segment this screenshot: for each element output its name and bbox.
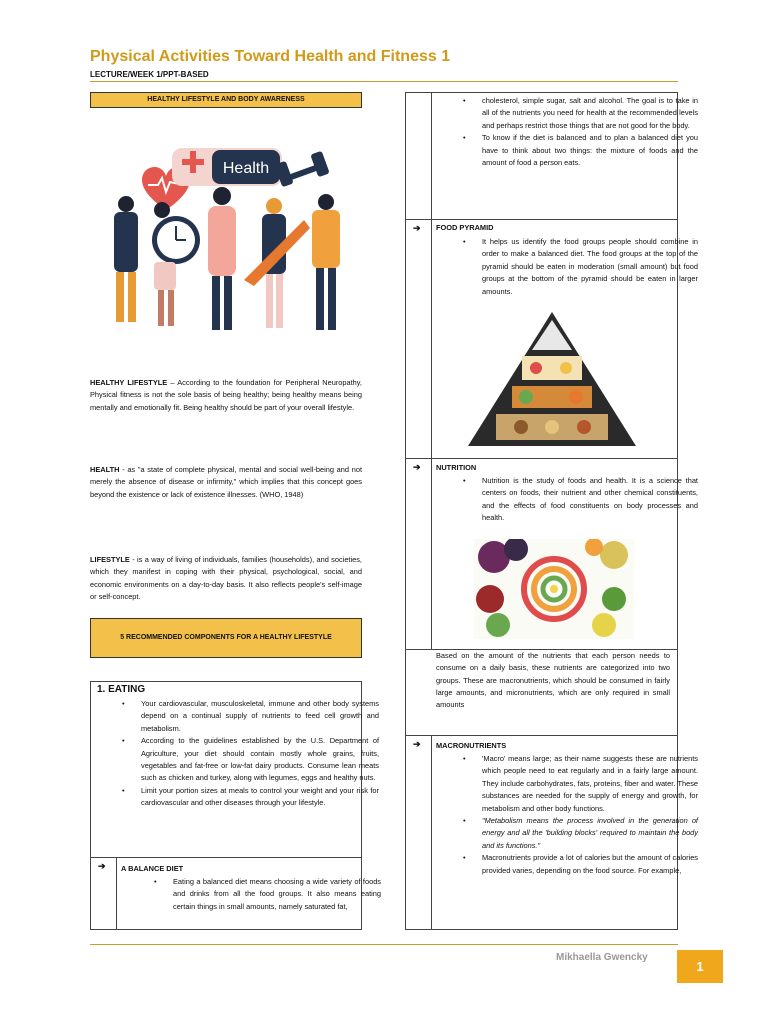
arrow-cell xyxy=(406,93,432,219)
list-item: • Nutrition is the study of foods and health. It is a science that centers on foods, their nutrient and other chemical constituents, and the effects of food constituents on body processes and health. xyxy=(482,475,698,525)
list-item: • According to the guidelines established by the U.S. Department of Agriculture, your diet should contain mostly whole grains, fruits, vegetables and fat-free or low-fat dairy products. Consume lean meats such as chicken and turkey, along with legumes, eggs and healthy nuts. xyxy=(141,735,379,785)
definition-lifestyle: - is a way of living of individuals, families (households), and societies, which they manifest in coping with their physical, psychological, social, and economic environments on a day-to-day basis. It also reflects people's self-image or self-concept. xyxy=(90,555,362,601)
macronutrients-label: MACRONUTRIENTS xyxy=(436,741,507,750)
macronutrients-bullets xyxy=(456,753,698,877)
right-arrow-icon: ➔ xyxy=(98,861,106,871)
arrow-cell xyxy=(406,736,432,929)
food-pyramid-box xyxy=(405,219,698,459)
nutrition-bullets xyxy=(456,475,698,525)
balance-diet-box xyxy=(90,857,381,930)
footer-divider xyxy=(90,944,678,945)
food-pyramid-image xyxy=(466,310,638,450)
health-paragraph xyxy=(90,464,362,501)
term-healthy-lifestyle: HEALTHY LIFESTYLE xyxy=(90,378,168,387)
arrow-cell xyxy=(406,220,432,458)
nutrition-label: NUTRITION xyxy=(436,463,477,472)
arrow-cell xyxy=(406,459,432,650)
right-arrow-icon: ➔ xyxy=(413,739,421,749)
nutrition-paragraph: Based on the amount of the nutrients that each person needs to consume on a daily basis, these nutrients are categorized into two groups. These are macronutrients, which should be consumed in fairly large amounts, and micronutrients, which are only required in small amounts xyxy=(406,649,677,711)
right-arrow-icon: ➔ xyxy=(413,223,421,233)
term-lifestyle: LIFESTYLE xyxy=(90,555,130,564)
list-item: • Your cardiovascular, musculoskeletal, immune and other body systems depend on a continual supply of nutrients to feed cell growth and metabolism. xyxy=(141,698,379,735)
term-health: HEALTH xyxy=(90,465,120,474)
balance-diet-continuation-box xyxy=(405,92,698,220)
page-number-badge xyxy=(677,950,723,983)
section-heading-components xyxy=(90,618,362,658)
page-subtitle: LECTURE/WEEK 1/PPT-BASED xyxy=(90,70,209,79)
food-spiral-image xyxy=(474,539,634,639)
arrow-cell xyxy=(91,858,117,929)
balance-diet-bullets xyxy=(147,876,381,913)
hero-sign-text: Health xyxy=(222,160,270,177)
header-divider xyxy=(90,81,678,82)
list-item: • cholesterol, simple sugar, salt and alcohol. The goal is to take in all of the nutrients you need for health at the recommended levels and perhaps restrict those things that are not good for the body. xyxy=(482,95,698,132)
nutrition-box xyxy=(405,458,698,736)
eating-title: 1. EATING xyxy=(97,684,146,695)
list-item: • It helps us identify the food groups people should combine in order to make a balanced diet. The food groups at the top of the pyramid should be eaten in moderation (small amount) but food groups at the bottom of the pyramid should be eaten in larger amounts. xyxy=(482,236,698,298)
list-item: • 'Macro' means large; as their name suggests these are nutrients which people need to eat regularly and in a fairly large amount. They include carbohydrates, fats, proteins, fiber and water. These substances are needed for the supply of energy and growth, for metabolism and other body functions. xyxy=(482,753,698,815)
page-title: Physical Activities Toward Health and Fitness 1 xyxy=(90,48,451,65)
list-item: • To know if the diet is balanced and to plan a balanced diet you have to think about two things: the mixture of foods and the amount of food a person eats. xyxy=(482,132,698,169)
right-arrow-icon: ➔ xyxy=(413,462,421,472)
food-pyramid-label: FOOD PYRAMID xyxy=(436,223,494,232)
health-people-illustration xyxy=(104,140,354,340)
section-heading-healthy-lifestyle xyxy=(90,92,362,108)
list-item: • Limit your portion sizes at meals to control your weight and your risk for cardiovascular and other diseases through your lifestyle. xyxy=(141,785,379,810)
list-item: • Macronutrients provide a lot of calories but the amount of calories provided varies, depending on the food source. For example, xyxy=(482,852,698,877)
footer-author: Mikhaella Gwencky xyxy=(556,952,648,963)
list-item: • "Metabolism means the process involved in the generation of energy and all the 'building blocks' required to maintain the body and its functions." xyxy=(482,815,698,852)
section-heading-text: 5 RECOMMENDED COMPONENTS FOR A HEALTHY LIFESTYLE xyxy=(120,634,332,641)
healthy-lifestyle-paragraph xyxy=(90,377,362,414)
section-heading-text: HEALTHY LIFESTYLE AND BODY AWARENESS xyxy=(147,96,305,103)
continuation-bullets xyxy=(456,95,698,169)
macronutrients-box xyxy=(405,735,698,930)
definition-healthy-lifestyle: – According to the foundation for Peripheral Neuropathy, Physical fitness is not the sole basis of being healthy; being healthy means being mentally and emotionally fit. Being healthy should be part of your overall lifestyle. xyxy=(90,378,362,412)
clock-icon xyxy=(152,216,200,264)
balance-diet-label: A BALANCE DIET xyxy=(121,864,184,873)
dumbbell-icon xyxy=(274,151,329,188)
page-number: 1 xyxy=(696,959,704,974)
list-item: • Eating a balanced diet means choosing a wide variety of foods and drinks from all the food groups. It also means eating certain things in small amounts, namely saturated fat, xyxy=(173,876,381,913)
food-pyramid-bullets xyxy=(456,236,698,298)
eating-box xyxy=(90,681,379,858)
lifestyle-paragraph xyxy=(90,554,362,603)
definition-health: - as "a state of complete physical, mental and social well-being and not merely the absence of disease or infirmity," which implies that this concept goes beyond the existence or lack of existence illnesses. (WHO, 1948) xyxy=(90,465,362,499)
eating-bullets xyxy=(115,698,379,810)
